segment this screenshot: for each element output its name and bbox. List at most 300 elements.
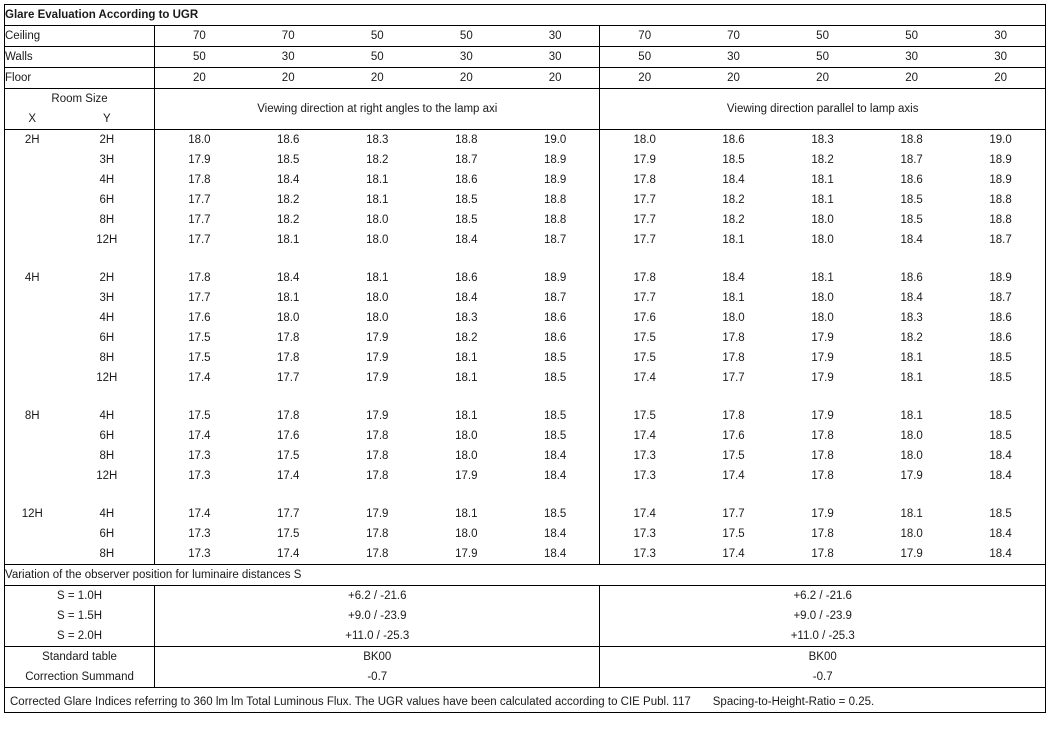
ugr-value: 17.4: [188, 372, 211, 384]
ugr-value: 17.8: [633, 272, 656, 284]
floor-value: 20: [867, 68, 956, 89]
room-x: 2H: [24, 134, 40, 146]
ugr-value: 18.4: [989, 528, 1012, 540]
ugr-value: 18.5: [511, 504, 600, 524]
ugr-value: 17.7: [188, 214, 211, 226]
ugr-value: 18.0: [811, 292, 834, 304]
ceiling-value: 70: [244, 26, 333, 47]
footer-note: Corrected Glare Indices referring to 360 lm lm Total Luminous Flux. The UGR values have been calculated according to CIE Publ. 117: [10, 695, 691, 708]
ugr-value: 17.8: [811, 528, 834, 540]
ugr-value: 17.9: [366, 508, 389, 520]
walls-value: 30: [511, 47, 600, 68]
ceiling-value: 50: [778, 26, 867, 47]
ugr-value: 17.8: [811, 450, 834, 462]
ugr-value: 18.0: [900, 528, 923, 540]
ugr-value: 17.4: [722, 548, 745, 560]
ugr-value: 18.0: [811, 234, 834, 246]
ugr-value: 17.9: [455, 470, 478, 482]
room-x: 4H: [24, 272, 40, 284]
ugr-value: 17.6: [722, 430, 745, 442]
ugr-value: 18.0: [455, 450, 478, 462]
ugr-value: 18.0: [455, 528, 478, 540]
ugr-value: 18.2: [722, 194, 745, 206]
ugr-value: 18.0: [811, 214, 834, 226]
floor-value: 20: [244, 68, 333, 89]
ugr-value: 18.1: [366, 194, 389, 206]
ugr-value: 17.8: [366, 548, 389, 560]
ugr-value: 18.1: [900, 508, 923, 520]
variation-row: [5, 586, 1046, 607]
ugr-value: 17.9: [366, 352, 389, 364]
row-label-floor: Floor: [5, 68, 155, 89]
room-y: 4H: [60, 406, 155, 426]
ugr-value: 17.9: [900, 548, 923, 560]
ugr-value: 18.0: [633, 134, 656, 146]
ugr-value: 17.5: [277, 528, 300, 540]
ugr-value: 18.4: [277, 174, 300, 186]
header-direction-perpendicular: Viewing direction at right angles to the lamp axi: [155, 89, 600, 130]
room-y: 2H: [60, 268, 155, 288]
floor-value: 20: [600, 68, 689, 89]
ugr-value: 18.7: [989, 234, 1012, 246]
ugr-value: 17.5: [633, 332, 656, 344]
ugr-value: 18.9: [511, 150, 600, 170]
reflectance-row-ceiling: [5, 26, 1046, 47]
ugr-value: 18.8: [989, 214, 1012, 226]
ugr-value: 18.5: [989, 508, 1012, 520]
ugr-value: 17.3: [633, 548, 656, 560]
standard-table-row: [5, 647, 1046, 668]
ugr-value: 17.8: [633, 174, 656, 186]
ugr-value: 18.7: [900, 154, 923, 166]
ugr-value: 17.6: [633, 312, 656, 324]
ugr-value: 17.8: [722, 410, 745, 422]
floor-value: 20: [956, 68, 1045, 89]
ugr-value: 18.5: [989, 372, 1012, 384]
ugr-value: 18.0: [366, 312, 389, 324]
ugr-value: 18.2: [811, 154, 834, 166]
variation-header-row: [5, 565, 1046, 586]
walls-value: 50: [600, 47, 689, 68]
standard-table-perp: BK00: [155, 647, 600, 668]
ugr-value: 17.3: [188, 548, 211, 560]
room-y: 6H: [60, 190, 155, 210]
table-row: [5, 348, 1046, 368]
ugr-value: 18.1: [455, 410, 478, 422]
ugr-value: 17.5: [722, 450, 745, 462]
ugr-value: 17.8: [811, 548, 834, 560]
ugr-value: 18.0: [366, 234, 389, 246]
ugr-value: 18.4: [455, 292, 478, 304]
ceiling-value: 30: [956, 26, 1045, 47]
footer-ratio: Spacing-to-Height-Ratio = 0.25.: [712, 695, 875, 708]
walls-value: 30: [867, 47, 956, 68]
room-y: 12H: [60, 466, 155, 486]
room-y: 8H: [60, 446, 155, 466]
ugr-value: 17.4: [633, 372, 656, 384]
ugr-value: 18.5: [989, 352, 1012, 364]
room-y: 4H: [60, 170, 155, 190]
table-row: [5, 466, 1046, 486]
ugr-value: 18.7: [989, 292, 1012, 304]
walls-value: 30: [244, 47, 333, 68]
ugr-value: 18.4: [900, 234, 923, 246]
room-y: 3H: [60, 288, 155, 308]
variation-label: S = 1.0H: [5, 586, 155, 607]
group-spacer: [5, 486, 1046, 504]
ugr-value: 18.4: [511, 524, 600, 544]
ugr-value: 18.2: [277, 214, 300, 226]
reflectance-row-walls: [5, 47, 1046, 68]
ugr-value: 18.4: [511, 544, 600, 565]
ugr-value: 18.9: [989, 174, 1012, 186]
ugr-value: 17.7: [633, 214, 656, 226]
ugr-value: 18.1: [722, 234, 745, 246]
ugr-value: 18.1: [277, 292, 300, 304]
ugr-value: 18.0: [811, 312, 834, 324]
ugr-value: 18.4: [989, 470, 1012, 482]
table-row: [5, 504, 1046, 524]
ugr-value: 18.1: [277, 234, 300, 246]
ugr-value: 18.9: [511, 268, 600, 288]
ugr-value: 19.0: [989, 134, 1012, 146]
ugr-value: 18.1: [455, 352, 478, 364]
row-label-ceiling: Ceiling: [5, 26, 155, 47]
correction-row: [5, 667, 1046, 688]
ugr-value: 17.4: [277, 548, 300, 560]
ugr-value: 17.9: [811, 352, 834, 364]
ugr-value: 18.5: [900, 194, 923, 206]
ugr-value: 18.9: [989, 154, 1012, 166]
ugr-value: 18.6: [722, 134, 745, 146]
ugr-value: 18.5: [511, 406, 600, 426]
ugr-value: 17.7: [188, 194, 211, 206]
ugr-value: 18.1: [811, 272, 834, 284]
ugr-value: 17.8: [188, 174, 211, 186]
ugr-value: 17.8: [277, 332, 300, 344]
ugr-value: 18.8: [511, 190, 600, 210]
ceiling-value: 50: [333, 26, 422, 47]
ugr-value: 17.9: [811, 410, 834, 422]
ugr-value: 18.1: [366, 272, 389, 284]
room-y: 3H: [60, 150, 155, 170]
ugr-value: 18.9: [511, 170, 600, 190]
table-row: [5, 328, 1046, 348]
floor-value: 20: [422, 68, 511, 89]
ugr-value: 17.9: [633, 154, 656, 166]
ugr-value: 17.4: [633, 508, 656, 520]
ugr-value: 17.7: [277, 508, 300, 520]
ugr-value: 17.8: [188, 272, 211, 284]
ugr-value: 18.5: [989, 430, 1012, 442]
ugr-value: 18.5: [511, 426, 600, 446]
ugr-value: 17.8: [277, 410, 300, 422]
ugr-value: 18.6: [511, 328, 600, 348]
room-y: 8H: [60, 544, 155, 565]
ugr-value: 17.8: [811, 430, 834, 442]
ugr-value: 18.6: [511, 308, 600, 328]
ugr-value: 18.1: [811, 194, 834, 206]
ugr-value: 18.1: [366, 174, 389, 186]
ugr-value: 17.8: [722, 352, 745, 364]
ugr-value: 18.2: [455, 332, 478, 344]
ugr-value: 18.5: [277, 154, 300, 166]
ugr-value: 18.5: [511, 348, 600, 368]
ugr-value: 18.0: [900, 450, 923, 462]
ugr-value: 17.7: [188, 234, 211, 246]
ugr-value: 17.9: [366, 410, 389, 422]
ugr-value: 17.8: [366, 430, 389, 442]
ugr-value: 17.3: [188, 470, 211, 482]
ugr-value: 17.5: [722, 528, 745, 540]
ugr-value: 17.9: [811, 332, 834, 344]
ugr-value: 18.6: [455, 174, 478, 186]
correction-perp: -0.7: [155, 667, 600, 688]
variation-perp-value: +11.0 / -25.3: [155, 626, 600, 647]
ugr-value: 17.5: [633, 352, 656, 364]
correction-par: -0.7: [600, 667, 1046, 688]
ceiling-value: 50: [867, 26, 956, 47]
ugr-value: 17.5: [188, 352, 211, 364]
ugr-value: 17.4: [633, 430, 656, 442]
ugr-value: 18.2: [722, 214, 745, 226]
variation-label: S = 1.5H: [5, 606, 155, 626]
ugr-value: 18.4: [722, 272, 745, 284]
ugr-value: 18.0: [366, 292, 389, 304]
table-row: [5, 288, 1046, 308]
table-row: [5, 268, 1046, 288]
ugr-value: 18.4: [989, 548, 1012, 560]
ugr-value: 17.3: [188, 450, 211, 462]
ugr-value: 18.4: [277, 272, 300, 284]
ugr-value: 18.0: [900, 430, 923, 442]
table-row: [5, 150, 1046, 170]
ugr-value: 17.3: [633, 528, 656, 540]
ugr-value: 18.8: [455, 134, 478, 146]
table-row: [5, 446, 1046, 466]
group-spacer: [5, 388, 1046, 406]
ugr-value: 18.2: [277, 194, 300, 206]
ugr-value: 18.0: [366, 214, 389, 226]
correction-label: Correction Summand: [5, 667, 155, 688]
ugr-value: 18.2: [366, 154, 389, 166]
ugr-value: 18.1: [722, 292, 745, 304]
ugr-value: 17.4: [277, 470, 300, 482]
ugr-value: 18.6: [989, 332, 1012, 344]
ugr-value: 17.9: [366, 332, 389, 344]
ugr-value: 18.6: [277, 134, 300, 146]
header-room-size-row: [5, 89, 1046, 110]
variation-header: Variation of the observer position for luminaire distances S: [5, 565, 1046, 586]
ugr-value: 17.7: [633, 194, 656, 206]
ugr-value: 18.1: [900, 410, 923, 422]
ugr-value: 18.5: [722, 154, 745, 166]
ugr-value: 18.1: [900, 352, 923, 364]
ugr-value: 18.0: [188, 134, 211, 146]
ugr-value: 18.1: [900, 372, 923, 384]
ugr-value: 18.4: [722, 174, 745, 186]
header-x: X: [5, 109, 60, 130]
group-spacer: [5, 250, 1046, 268]
floor-value: 20: [778, 68, 867, 89]
ugr-value: 18.0: [722, 312, 745, 324]
ugr-value: 17.7: [277, 372, 300, 384]
table-row: [5, 524, 1046, 544]
ugr-value: 18.1: [455, 372, 478, 384]
header-y: Y: [60, 109, 155, 130]
ugr-value: 18.4: [511, 446, 600, 466]
ugr-value: 19.0: [511, 130, 600, 151]
ugr-value: 17.9: [900, 470, 923, 482]
reflectance-row-floor: [5, 68, 1046, 89]
room-y: 6H: [60, 426, 155, 446]
variation-row: [5, 606, 1046, 626]
room-y: 4H: [60, 308, 155, 328]
ugr-value: 17.5: [633, 410, 656, 422]
table-row: [5, 308, 1046, 328]
ceiling-value: 30: [511, 26, 600, 47]
ugr-value: 18.6: [989, 312, 1012, 324]
walls-value: 50: [155, 47, 244, 68]
variation-par-value: +9.0 / -23.9: [793, 610, 852, 622]
ugr-value: 18.3: [900, 312, 923, 324]
table-row: [5, 190, 1046, 210]
ugr-value: 18.0: [277, 312, 300, 324]
ugr-value: 18.8: [511, 210, 600, 230]
header-direction-parallel: Viewing direction parallel to lamp axis: [600, 89, 1046, 130]
ugr-value: 17.4: [188, 508, 211, 520]
ugr-value: 18.4: [900, 292, 923, 304]
table-row: [5, 368, 1046, 388]
room-y: 8H: [60, 348, 155, 368]
ugr-value: 18.1: [455, 508, 478, 520]
ugr-value: 17.9: [366, 372, 389, 384]
ugr-value: 17.8: [366, 470, 389, 482]
row-label-walls: Walls: [5, 47, 155, 68]
ceiling-value: 70: [689, 26, 778, 47]
variation-par-value: +6.2 / -21.6: [793, 590, 852, 602]
ugr-value: 18.2: [900, 332, 923, 344]
ugr-value: 17.6: [188, 312, 211, 324]
walls-value: 30: [422, 47, 511, 68]
variation-par-value: +11.0 / -25.3: [790, 630, 855, 642]
ugr-value: 17.8: [366, 450, 389, 462]
ceiling-value: 70: [600, 26, 689, 47]
ugr-value: 18.1: [811, 174, 834, 186]
room-y: 6H: [60, 328, 155, 348]
ugr-value: 17.8: [811, 470, 834, 482]
ugr-value: 18.3: [811, 134, 834, 146]
ugr-value: 18.5: [511, 368, 600, 388]
table-row: [5, 210, 1046, 230]
ugr-value: 18.6: [900, 174, 923, 186]
ugr-value: 17.7: [188, 292, 211, 304]
walls-value: 30: [956, 47, 1045, 68]
ugr-value: 18.5: [455, 214, 478, 226]
table-row: [5, 406, 1046, 426]
room-y: 4H: [60, 504, 155, 524]
ugr-value: 18.4: [511, 466, 600, 486]
room-y: 6H: [60, 524, 155, 544]
variation-perp-value: +6.2 / -21.6: [155, 586, 600, 607]
ugr-value: 17.9: [811, 372, 834, 384]
ugr-value: 17.7: [722, 508, 745, 520]
ugr-value: 18.6: [900, 272, 923, 284]
ugr-value: 17.9: [455, 548, 478, 560]
ugr-value: 17.8: [366, 528, 389, 540]
ugr-value: 18.8: [989, 194, 1012, 206]
ugr-value: 17.4: [188, 430, 211, 442]
ugr-value: 18.9: [989, 272, 1012, 284]
page-title: Glare Evaluation According to UGR: [5, 5, 1046, 26]
ugr-value: 17.8: [722, 332, 745, 344]
ugr-value: 18.7: [455, 154, 478, 166]
floor-value: 20: [511, 68, 600, 89]
ugr-value: 18.5: [455, 194, 478, 206]
room-x: 8H: [24, 410, 40, 422]
ugr-value: 18.4: [455, 234, 478, 246]
table-row: [5, 170, 1046, 190]
ugr-value: 18.5: [900, 214, 923, 226]
ugr-value: 17.9: [811, 508, 834, 520]
standard-table-label: Standard table: [5, 647, 155, 668]
floor-value: 20: [689, 68, 778, 89]
ugr-value: 17.3: [188, 528, 211, 540]
table-row: [5, 130, 1046, 151]
ugr-value: 17.4: [722, 470, 745, 482]
ugr-value: 17.7: [633, 292, 656, 304]
variation-perp-value: +9.0 / -23.9: [155, 606, 600, 626]
ugr-value: 18.3: [455, 312, 478, 324]
variation-row: [5, 626, 1046, 647]
ugr-value: 17.9: [188, 154, 211, 166]
footer-row: [5, 688, 1046, 713]
header-room-size: Room Size: [5, 89, 155, 110]
footer: [5, 693, 1045, 708]
table-row: [5, 544, 1046, 565]
floor-value: 20: [155, 68, 244, 89]
walls-value: 50: [778, 47, 867, 68]
room-y: 8H: [60, 210, 155, 230]
ugr-value: 18.5: [989, 410, 1012, 422]
table-row: [5, 426, 1046, 446]
ugr-value: 17.5: [277, 450, 300, 462]
room-x: 12H: [21, 508, 43, 520]
room-y: 12H: [60, 368, 155, 388]
ugr-value: 18.6: [455, 272, 478, 284]
variation-label: S = 2.0H: [5, 626, 155, 647]
ugr-value: 17.3: [633, 450, 656, 462]
table-row: [5, 230, 1046, 250]
walls-value: 50: [333, 47, 422, 68]
room-y: 2H: [60, 130, 155, 151]
standard-table-par: BK00: [600, 647, 1046, 668]
ugr-table: [4, 4, 1046, 713]
room-y: 12H: [60, 230, 155, 250]
ugr-value: 18.7: [511, 288, 600, 308]
ugr-value: 17.7: [633, 234, 656, 246]
ugr-value: 17.5: [188, 332, 211, 344]
ugr-value: 18.7: [511, 230, 600, 250]
title-row: [5, 5, 1046, 26]
ugr-value: 17.3: [633, 470, 656, 482]
ugr-value: 18.0: [455, 430, 478, 442]
floor-value: 20: [333, 68, 422, 89]
ceiling-value: 50: [422, 26, 511, 47]
ugr-value: 18.4: [989, 450, 1012, 462]
walls-value: 30: [689, 47, 778, 68]
ugr-value: 18.3: [366, 134, 389, 146]
